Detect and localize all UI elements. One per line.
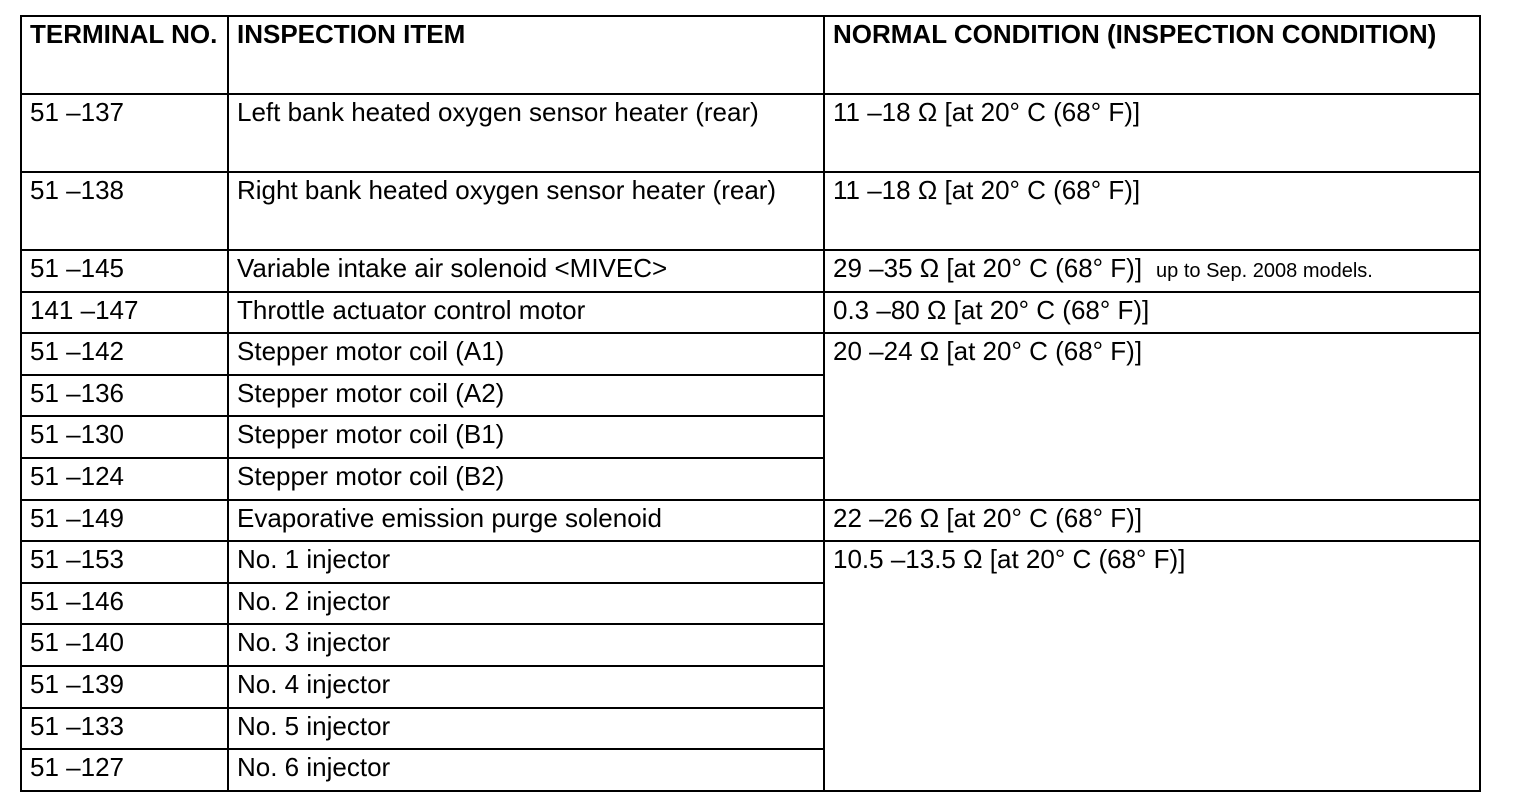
inspection-item-cell: Stepper motor coil (B2) xyxy=(228,458,824,500)
inspection-item-cell: No. 2 injector xyxy=(228,583,824,625)
terminal-cell: 51 –146 xyxy=(21,583,228,625)
terminal-cell: 51 –133 xyxy=(21,708,228,750)
header-terminal: TERMINAL NO. xyxy=(21,16,228,94)
condition-cell: 11 –18 Ω [at 20° C (68° F)] xyxy=(824,94,1480,172)
terminal-cell: 51 –130 xyxy=(21,416,228,458)
condition-cell: 0.3 –80 Ω [at 20° C (68° F)] xyxy=(824,292,1480,334)
terminal-cell: 141 –147 xyxy=(21,292,228,334)
inspection-item-cell: Evaporative emission purge solenoid xyxy=(228,500,824,542)
condition-cell xyxy=(824,250,1480,292)
terminal-cell: 51 –142 xyxy=(21,333,228,375)
inspection-item-cell: No. 4 injector xyxy=(228,666,824,708)
terminal-cell: 51 –136 xyxy=(21,375,228,417)
condition-value: 29 –35 Ω [at 20° C (68° F)] xyxy=(833,253,1143,283)
inspection-item-cell: Variable intake air solenoid <MIVEC> xyxy=(228,250,824,292)
terminal-cell: 51 –124 xyxy=(21,458,228,500)
inspection-item-cell: No. 6 injector xyxy=(228,749,824,791)
terminal-cell: 51 –138 xyxy=(21,172,228,250)
table-row xyxy=(21,250,1480,292)
header-normal-condition: NORMAL CONDITION (INSPECTION CONDITION) xyxy=(824,16,1480,94)
table-row xyxy=(21,292,1480,334)
table-row xyxy=(21,172,1480,250)
condition-cell: 11 –18 Ω [at 20° C (68° F)] xyxy=(824,172,1480,250)
terminal-cell: 51 –137 xyxy=(21,94,228,172)
terminal-cell: 51 –149 xyxy=(21,500,228,542)
header-inspection-item: INSPECTION ITEM xyxy=(228,16,824,94)
condition-cell: 22 –26 Ω [at 20° C (68° F)] xyxy=(824,500,1480,542)
table-row xyxy=(21,500,1480,542)
inspection-item-cell: Stepper motor coil (B1) xyxy=(228,416,824,458)
inspection-item-cell: Throttle actuator control motor xyxy=(228,292,824,334)
condition-note: up to Sep. 2008 models. xyxy=(1156,260,1373,282)
terminal-cell: 51 –153 xyxy=(21,541,228,583)
terminal-cell: 51 –145 xyxy=(21,250,228,292)
inspection-item-cell: No. 3 injector xyxy=(228,624,824,666)
inspection-item-cell: Stepper motor coil (A2) xyxy=(228,375,824,417)
table-row xyxy=(21,541,1480,583)
condition-cell: 10.5 –13.5 Ω [at 20° C (68° F)] xyxy=(824,541,1480,791)
terminal-cell: 51 –140 xyxy=(21,624,228,666)
inspection-item-cell: Left bank heated oxygen sensor heater (rear) xyxy=(228,94,824,172)
table-row xyxy=(21,333,1480,375)
table-row xyxy=(21,94,1480,172)
header-row xyxy=(21,16,1480,94)
inspection-item-cell: No. 5 injector xyxy=(228,708,824,750)
inspection-item-cell: Stepper motor coil (A1) xyxy=(228,333,824,375)
terminal-cell: 51 –139 xyxy=(21,666,228,708)
condition-cell: 20 –24 Ω [at 20° C (68° F)] xyxy=(824,333,1480,499)
terminal-cell: 51 –127 xyxy=(21,749,228,791)
inspection-item-cell: Right bank heated oxygen sensor heater (rear) xyxy=(228,172,824,250)
inspection-table xyxy=(20,15,1481,792)
inspection-item-cell: No. 1 injector xyxy=(228,541,824,583)
